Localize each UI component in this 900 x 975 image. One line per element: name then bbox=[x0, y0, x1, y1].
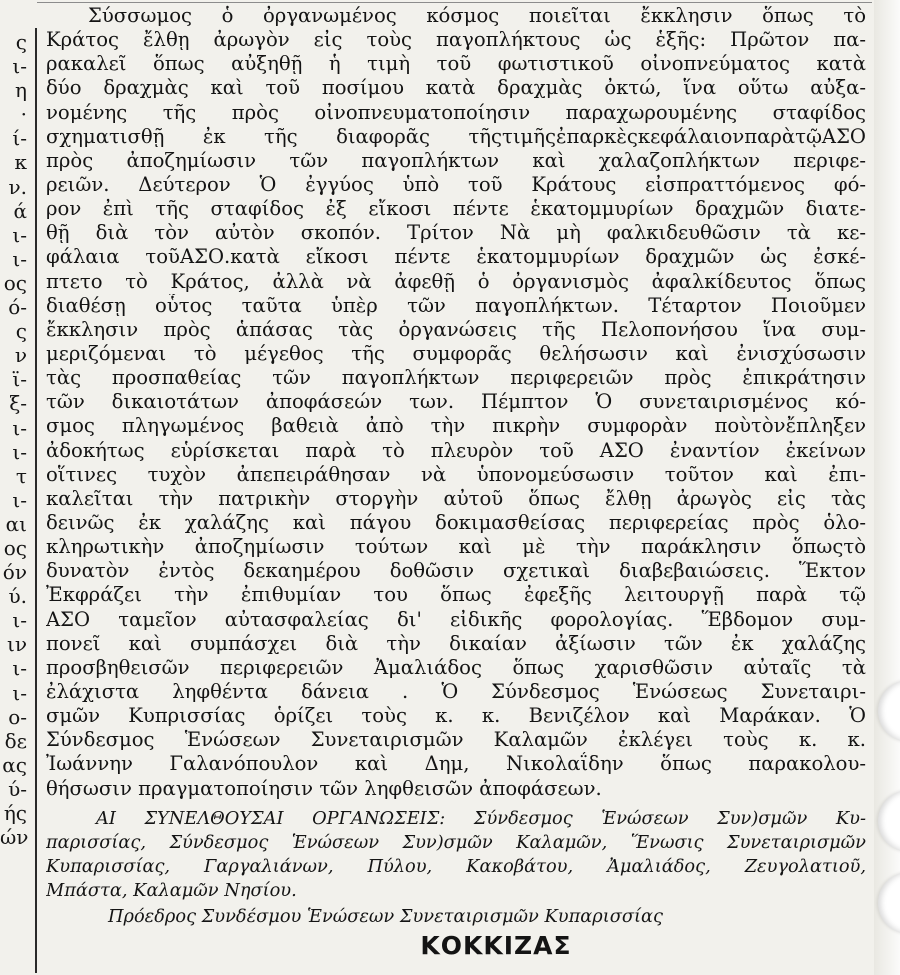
article-body bbox=[46, 4, 866, 801]
left-column-fragment: ν bbox=[14, 343, 27, 368]
article-line: ρειῶν. Δεύτερον Ὁ ἐγγύος ὑπὸ τοῦ Κράτους εἰσπραττόμενος φό- bbox=[46, 172, 866, 196]
article-line: Σύνδεσμος Ἑνώσεων Συνεταιρισμῶν Καλαμῶν ἐκλέγει τοὺς κ. κ. bbox=[46, 728, 866, 752]
article-line: Σύσσωμος ὁ ὀργανωμένος κόσμος ποιεῖται ἔκκλησιν ὅπως τὸ bbox=[88, 4, 866, 27]
article-line: Ἰωάννην Γαλανόπουλον καὶ Δημ, Νικολαΐδην ὅπως παρακολου- bbox=[46, 752, 866, 776]
organizations-line: Μπάστα, Καλαμῶν Νησίου. bbox=[46, 880, 297, 902]
left-column-fragment: ς bbox=[15, 30, 27, 54]
organizations-line: Κυπαρισσίας, Γαργαλιάνων, Πύλου, Κακοβάτου, Ἀμαλιάδος, Ζευγολατιοῦ, bbox=[46, 855, 866, 877]
article-line: προσβηθεισῶν περιφερειῶν Ἀμαλιάδος ὅπως χαρισθῶσιν αὐταῖς τὰ bbox=[46, 655, 866, 679]
left-column-fragment: ς bbox=[15, 319, 27, 344]
left-column-fragment: η bbox=[15, 78, 27, 103]
left-column-fragment: ί- bbox=[12, 126, 27, 151]
left-column-fragment: ο- bbox=[8, 704, 27, 729]
left-column-fragment: · bbox=[20, 102, 27, 127]
left-column-fragment: ι- bbox=[12, 608, 27, 633]
left-column-fragment: ϊ- bbox=[12, 367, 27, 392]
signature: ΚΟΚΚΙΖΑΣ bbox=[420, 931, 572, 961]
top-rule bbox=[37, 2, 872, 3]
article-line: δύο δραχμὰς καὶ τοῦ ποσίμου κατὰ δραχμὰς ὀκτώ, ἵνα οὕτω αὐξα- bbox=[46, 76, 866, 100]
article-line: καλεῖται τὴν πατρικὴν στοργὴν αὐτοῦ ὅπως ἔλθῃ ἀρωγὸς εἰς τὰς bbox=[46, 486, 866, 510]
president-line: Πρόεδρος Συνδέσμου Ἑνώσεων Συνεταιρισμῶν Κυπαρισσίας bbox=[108, 906, 663, 928]
left-column-fragment: όν bbox=[2, 560, 27, 585]
article bbox=[46, 4, 866, 961]
article-line: σμῶν Κυπρισσίας ὁρίζει τοὺς κ. κ. Βενιζέλον καὶ Μαράκαν. Ὁ bbox=[46, 704, 866, 728]
left-column-fragment: ν. bbox=[8, 174, 27, 199]
article-line: ἐλάχιστα ληφθέντα δάνεια . Ὁ Σύνδεσμος Ἑνώσεως Συνεταιρι- bbox=[46, 679, 866, 703]
article-line: τὰς προσπαθείας τῶν παγοπλήκτων περιφερειῶν πρὸς ἐπικράτησιν bbox=[46, 366, 866, 390]
article-line: ἔκκλησιν πρὸς ἁπάσας τὰς ὀργανώσεις τῆς Πελοπονήσου ἵνα συμ- bbox=[46, 317, 866, 341]
article-line: δεινῶς ἐκ χαλάζης καὶ πάγου δοκιμασθείσας περιφερείας πρὸς ὁλο- bbox=[46, 510, 866, 534]
left-column-fragment: δε bbox=[4, 728, 27, 753]
left-column-fragments bbox=[0, 30, 30, 970]
left-column-fragment: ά bbox=[13, 198, 27, 223]
article-line: διαθέσῃ οὗτος ταῦτα ὑπὲρ τῶν παγοπλήκτων. Τέταρτον Ποιοῦμεν bbox=[46, 293, 866, 317]
article-line: κληρωτικὴν ἀποζημίωσιν τούτων καὶ μὲ τὴν παράκλησιν ὅπωςτὸ bbox=[46, 535, 866, 559]
left-column-fragment: ος bbox=[3, 535, 27, 560]
article-line: ΑΣΟ ταμεῖον αὐτασφαλείας δι' εἰδικῆς φορολογίας. Ἕβδομον συμ- bbox=[46, 607, 866, 631]
organizations-line: ΑΙ ΣΥΝΕΛΘΟΥΣΑΙ ΟΡΓΑΝΩΣΕΙΣ: Σύνδεσμος Ἑνώσεων Συν)σμῶν Κυ- bbox=[96, 807, 866, 829]
left-column-fragment: ας bbox=[2, 752, 27, 777]
left-column-fragment: τ bbox=[15, 463, 27, 488]
article-line: πτετο τὸ Κράτος, ἀλλὰ νὰ ἀφεθῇ ὁ ὀργανισμὸς ἀφαλκίδευτος ὅπως bbox=[46, 269, 866, 293]
left-column-fragment: ι- bbox=[12, 439, 27, 464]
left-column-fragment: ι- bbox=[12, 246, 27, 271]
article-line: πρὸς ἀποζημίωσιν τῶν παγοπλήκτων καὶ χαλαζοπλήκτων περιφε- bbox=[46, 148, 866, 172]
article-line: φάλαια τοῦΑΣΟ.κατὰ εἴκοσι πέντε ἑκατομμυρίων δραχμῶν ὡς ἐσκέ- bbox=[46, 245, 866, 269]
left-column-fragment: ής bbox=[3, 801, 27, 825]
left-column-fragment: ος bbox=[3, 270, 27, 295]
left-column-fragment: ι- bbox=[12, 54, 27, 79]
organizations-block bbox=[46, 807, 866, 904]
article-line: σχηματισθῇ ἐκ τῆς διαφορᾶς τῆςτιμῆςἐπαρκὲςκεφάλαιονπαρὰτῷΑΣΟ bbox=[46, 124, 866, 148]
left-column-fragment: ύ- bbox=[8, 776, 27, 801]
article-line: οἵτινες τυχὸν ἀπεπειράθησαν νὰ ὑπονομεύσωσιν τοῦτον καὶ ἐπι- bbox=[46, 462, 866, 486]
left-column-fragment: κ bbox=[14, 150, 27, 175]
article-line: δυνατὸν ἐντὸς δεκαημέρου δοθῶσιν σχετικαὶ διαβεβαιώσεις. Ἕκτον bbox=[46, 559, 866, 583]
article-line: ρον ἐπὶ τῆς σταφίδος ἐξ εἴκοσι πέντε ἑκατομμυρίων δραχμῶν διατε- bbox=[46, 197, 866, 221]
article-line: Κράτος ἔλθῃ ἀρωγὸν εἰς τοὺς παγοπλήκτους ὡς ἑξῆς: Πρῶτον πα- bbox=[46, 28, 866, 52]
article-line: ρακαλεῖ ὅπως αὐξηθῇ ἡ τιμὴ τοῦ φωτιστικοῦ οἰνοπνεύματος κατὰ bbox=[46, 52, 866, 76]
article-line: μεριζόμεναι τὸ μέγεθος τῆς συμφορᾶς θελήσωσιν καὶ ἐνισχύσωσιν bbox=[46, 341, 866, 365]
article-line: θῇ διὰ τὸν αὐτὸν σκοπόν. Τρίτον Νὰ μὴ φαλκιδευθῶσιν τὰ κε- bbox=[46, 221, 866, 245]
left-column-fragment: ύ. bbox=[8, 584, 27, 609]
left-column-fragment: ι- bbox=[12, 222, 27, 247]
left-column-fragment: αι bbox=[5, 511, 27, 536]
left-column-fragment: ι- bbox=[12, 680, 27, 705]
article-line: τῶν δικαιοτάτων ἀποφάσεών των. Πέμπτον Ὁ συνεταιρισμένος κό- bbox=[46, 390, 866, 414]
left-column-fragment: ξ- bbox=[9, 391, 27, 416]
left-column-fragment: ών bbox=[0, 825, 29, 850]
organizations-line: παρισσίας, Σύνδεσμος Ἑνώσεων Συν)σμῶν Καλαμῶν, Ἕνωσις Συνεταιρισμῶν bbox=[46, 831, 866, 853]
article-line: σμος πληγωμένος βαθειὰ ἀπὸ τὴν πικρὴν συμφορὰν ποὺτὸνἔπληξεν bbox=[46, 414, 866, 438]
left-column-fragment: ι- bbox=[12, 656, 27, 681]
column-rule bbox=[35, 28, 37, 973]
article-line: νομένης τῆς πρὸς οἰνοπνευματοποίησιν παραχωρουμένης σταφίδος bbox=[46, 100, 866, 124]
article-line: πονεῖ καὶ συμπάσχει διὰ τὴν δικαίαν ἀξίωσιν τῶν ἐκ χαλάζης bbox=[46, 631, 866, 655]
article-line: θήσωσιν πραγματοποίησιν τῶν ληφθεισῶν ἀποφάσεων. bbox=[46, 776, 602, 800]
left-column-fragment: ό- bbox=[8, 295, 27, 320]
article-line: Ἐκφράζει τὴν ἐπιθυμίαν του ὅπως ἐφεξῆς λειτουργῇ παρὰ τῷ bbox=[46, 583, 866, 607]
article-line: ἀδοκήτως εὑρίσκεται παρὰ τὸ πλευρὸν τοῦ ΑΣΟ ἐναντίον ἐκείνων bbox=[46, 438, 866, 462]
left-column-fragment: ι- bbox=[12, 415, 27, 440]
left-column-fragment: ι- bbox=[12, 487, 27, 512]
left-column-fragment: ιν bbox=[7, 632, 27, 657]
